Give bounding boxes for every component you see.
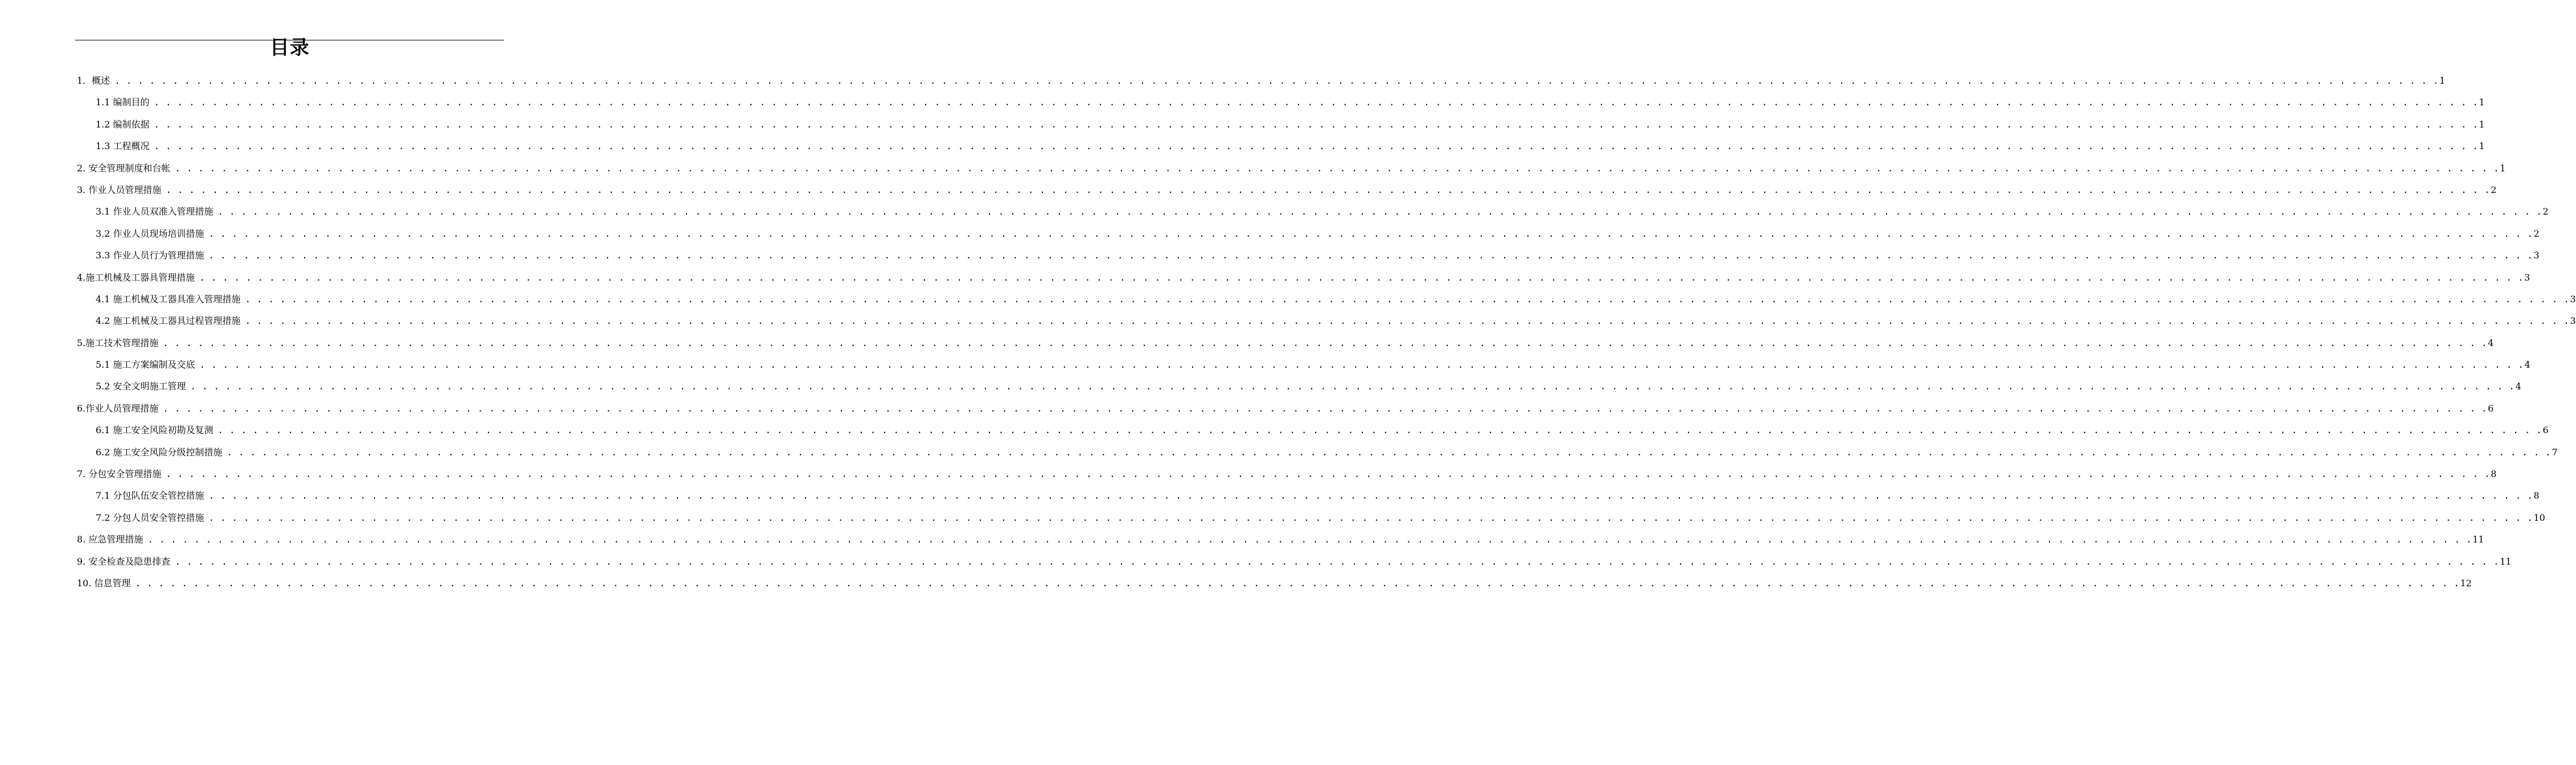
toc-entry[interactable]	[77, 551, 2512, 573]
toc-entry[interactable]	[77, 135, 2485, 157]
toc-entry[interactable]	[77, 419, 2549, 441]
toc-dot-leader: . . . . . . . . . . . . . . . . . . . . . . . . . . . . . . . . . . . . . . . . . . . . . . . . . . . . . . . . . . . . . . . . . . . . . . . . . . . . . . . . . . . . . . . . . . . . . . . . . . . . . . . . . . . . . . . . . . . . . . . . . . . . . . . . . . . . . . . . . . . . . . . . . . . . . . . . . . . . . . . . . . . . . . . . . . . . . . . . . . . . . . . . . . . . . . . . . . . . . . . .	[208, 512, 2533, 523]
toc-dot-leader: . . . . . . . . . . . . . . . . . . . . . . . . . . . . . . . . . . . . . . . . . . . . . . . . . . . . . . . . . . . . . . . . . . . . . . . . . . . . . . . . . . . . . . . . . . . . . . . . . . . . . . . . . . . . . . . . . . . . . . . . . . . . . . . . . . . . . . . . . . . . . . . . . . . . . . . . . . . . . . . . . . . . . . . . . . . . . . . . . . . . . . . . . . . . . . . . . . . . . . . .	[175, 556, 2500, 567]
toc-entry[interactable]	[77, 485, 2540, 507]
toc-dot-leader: . . . . . . . . . . . . . . . . . . . . . . . . . . . . . . . . . . . . . . . . . . . . . . . . . . . . . . . . . . . . . . . . . . . . . . . . . . . . . . . . . . . . . . . . . . . . . . . . . . . . . . . . . . . . . . . . . . . . . . . . . . . . . . . . . . . . . . . . . . . . . . . . . . . . . . . . . . . . . . . . . . . . . . . . . . . . . . . . . . . . . . . . . . . . . . . . . . . . . . . .	[166, 184, 2491, 195]
toc-entry[interactable]	[77, 114, 2485, 135]
toc-page-number: 11	[2500, 556, 2512, 567]
toc-page-number: 6	[2542, 425, 2549, 436]
toc-dot-leader: . . . . . . . . . . . . . . . . . . . . . . . . . . . . . . . . . . . . . . . . . . . . . . . . . . . . . . . . . . . . . . . . . . . . . . . . . . . . . . . . . . . . . . . . . . . . . . . . . . . . . . . . . . . . . . . . . . . . . . . . . . . . . . . . . . . . . . . . . . . . . . . . . . . . . . . . . . . . . . . . . . . . . . . . . . . . . . . . . . . . . . . . . . . . . . . . . . . . . . . .	[154, 97, 2479, 108]
toc-entry-label: 7.1 分包队伍安全管控措施	[96, 490, 204, 501]
toc-entry-label: 1.2 编制依据	[96, 118, 150, 130]
toc-dot-leader: . . . . . . . . . . . . . . . . . . . . . . . . . . . . . . . . . . . . . . . . . . . . . . . . . . . . . . . . . . . . . . . . . . . . . . . . . . . . . . . . . . . . . . . . . . . . . . . . . . . . . . . . . . . . . . . . . . . . . . . . . . . . . . . . . . . . . . . . . . . . . . . . . . . . . . . . . . . . . . . . . . . . . . . . . . . . . . . . . . . . . . . . . . . . . . . . . . . . . . . .	[217, 206, 2542, 217]
page-title: 目录	[270, 36, 310, 59]
toc-entry[interactable]	[77, 310, 2576, 332]
toc-page-number: 6	[2488, 402, 2494, 414]
toc-entry[interactable]	[77, 289, 2576, 310]
toc-page-number: 3	[2570, 293, 2576, 305]
toc-entry[interactable]	[77, 70, 2446, 92]
toc-entry-label: 3.2 作业人员现场培训措施	[96, 228, 204, 239]
toc-page-number: 1	[2479, 141, 2485, 152]
toc-dot-leader: . . . . . . . . . . . . . . . . . . . . . . . . . . . . . . . . . . . . . . . . . . . . . . . . . . . . . . . . . . . . . . . . . . . . . . . . . . . . . . . . . . . . . . . . . . . . . . . . . . . . . . . . . . . . . . . . . . . . . . . . . . . . . . . . . . . . . . . . . . . . . . . . . . . . . . . . . . . . . . . . . . . . . . . . . . . . . . . . . . . . . . . . . . . . . . . . . . . . . . . .	[114, 75, 2439, 86]
toc-dot-leader: . . . . . . . . . . . . . . . . . . . . . . . . . . . . . . . . . . . . . . . . . . . . . . . . . . . . . . . . . . . . . . . . . . . . . . . . . . . . . . . . . . . . . . . . . . . . . . . . . . . . . . . . . . . . . . . . . . . . . . . . . . . . . . . . . . . . . . . . . . . . . . . . . . . . . . . . . . . . . . . . . . . . . . . . . . . . . . . . . . . . . . . . . . . . . . . . . . . . . . . .	[208, 490, 2533, 501]
toc-page-number: 2	[2542, 206, 2549, 217]
toc-page-number: 1	[2439, 75, 2446, 86]
toc-entry-label: 4.施工机械及工器具管理措施	[77, 272, 195, 283]
toc-entry[interactable]	[77, 463, 2497, 485]
toc-dot-leader: . . . . . . . . . . . . . . . . . . . . . . . . . . . . . . . . . . . . . . . . . . . . . . . . . . . . . . . . . . . . . . . . . . . . . . . . . . . . . . . . . . . . . . . . . . . . . . . . . . . . . . . . . . . . . . . . . . . . . . . . . . . . . . . . . . . . . . . . . . . . . . . . . . . . . . . . . . . . . . . . . . . . . . . . . . . . . . . . . . . . . . . . . . . . . . . . . . . . . . . .	[208, 228, 2533, 239]
toc-entry[interactable]	[77, 398, 2494, 419]
toc-dot-leader: . . . . . . . . . . . . . . . . . . . . . . . . . . . . . . . . . . . . . . . . . . . . . . . . . . . . . . . . . . . . . . . . . . . . . . . . . . . . . . . . . . . . . . . . . . . . . . . . . . . . . . . . . . . . . . . . . . . . . . . . . . . . . . . . . . . . . . . . . . . . . . . . . . . . . . . . . . . . . . . . . . . . . . . . . . . . . . . . . . . . . . . . . . . . . . . . . . . . . . . .	[227, 446, 2552, 458]
toc-entry[interactable]	[77, 245, 2540, 266]
toc-page-number: 11	[2472, 534, 2484, 545]
toc-entry-label: 4.2 施工机械及工器具过程管理措施	[96, 315, 241, 327]
toc-entry-label: 5.施工技术管理措施	[77, 337, 159, 348]
toc-entry[interactable]	[77, 92, 2485, 113]
toc-dot-leader: . . . . . . . . . . . . . . . . . . . . . . . . . . . . . . . . . . . . . . . . . . . . . . . . . . . . . . . . . . . . . . . . . . . . . . . . . . . . . . . . . . . . . . . . . . . . . . . . . . . . . . . . . . . . . . . . . . . . . . . . . . . . . . . . . . . . . . . . . . . . . . . . . . . . . . . . . . . . . . . . . . . . . . . . . . . . . . . . . . . . . . . . . . . . . . . . . . . . . . . .	[154, 141, 2479, 152]
toc-dot-leader: . . . . . . . . . . . . . . . . . . . . . . . . . . . . . . . . . . . . . . . . . . . . . . . . . . . . . . . . . . . . . . . . . . . . . . . . . . . . . . . . . . . . . . . . . . . . . . . . . . . . . . . . . . . . . . . . . . . . . . . . . . . . . . . . . . . . . . . . . . . . . . . . . . . . . . . . . . . . . . . . . . . . . . . . . . . . . . . . . . . . . . . . . . . . . . . . . . . . . . . .	[217, 425, 2542, 436]
toc-entry[interactable]	[77, 332, 2494, 354]
toc-entry-label: 5.2 安全文明施工管理	[96, 381, 186, 392]
toc-entry[interactable]	[77, 179, 2497, 201]
toc-page-number: 2	[2491, 184, 2497, 195]
toc-entry-label: 6.2 施工安全风险分级控制措施	[96, 446, 223, 458]
toc-page-number: 1	[2479, 97, 2485, 108]
toc-entry-label: 10. 信息管理	[77, 577, 131, 589]
toc-entry-label: 3.1 作业人员双准入管理措施	[96, 206, 213, 217]
toc-entry[interactable]	[77, 267, 2530, 289]
toc-entry[interactable]	[77, 354, 2530, 376]
toc-dot-leader: . . . . . . . . . . . . . . . . . . . . . . . . . . . . . . . . . . . . . . . . . . . . . . . . . . . . . . . . . . . . . . . . . . . . . . . . . . . . . . . . . . . . . . . . . . . . . . . . . . . . . . . . . . . . . . . . . . . . . . . . . . . . . . . . . . . . . . . . . . . . . . . . . . . . . . . . . . . . . . . . . . . . . . . . . . . . . . . . . . . . . . . . . . . . . . . . . . . . . . . .	[135, 577, 2460, 589]
toc-entry[interactable]	[77, 442, 2558, 463]
toc-entry[interactable]	[77, 223, 2540, 245]
toc-entry-label: 6.作业人员管理措施	[77, 402, 159, 414]
toc-entry-label: 7.2 分包人员安全管控措施	[96, 512, 204, 523]
toc-page-number: 7	[2552, 446, 2558, 458]
toc-page-number: 4	[2488, 337, 2494, 348]
toc-entry[interactable]	[77, 158, 2506, 179]
toc-dot-leader: . . . . . . . . . . . . . . . . . . . . . . . . . . . . . . . . . . . . . . . . . . . . . . . . . . . . . . . . . . . . . . . . . . . . . . . . . . . . . . . . . . . . . . . . . . . . . . . . . . . . . . . . . . . . . . . . . . . . . . . . . . . . . . . . . . . . . . . . . . . . . . . . . . . . . . . . . . . . . . . . . . . . . . . . . . . . . . . . . . . . . . . . . . . . . . . . . . . . . . . .	[208, 250, 2533, 261]
toc-page-number: 4	[2524, 359, 2530, 371]
toc-dot-leader: . . . . . . . . . . . . . . . . . . . . . . . . . . . . . . . . . . . . . . . . . . . . . . . . . . . . . . . . . . . . . . . . . . . . . . . . . . . . . . . . . . . . . . . . . . . . . . . . . . . . . . . . . . . . . . . . . . . . . . . . . . . . . . . . . . . . . . . . . . . . . . . . . . . . . . . . . . . . . . . . . . . . . . . . . . . . . . . . . . . . . . . . . . . . . . . . . . . . . . . .	[190, 381, 2515, 392]
toc-page-number: 12	[2460, 577, 2472, 589]
toc-entry-label: 9. 安全检查及隐患排查	[77, 556, 171, 567]
toc-entry-label: 1.3 工程概况	[96, 141, 150, 152]
toc-entry-label: 4.1 施工机械及工器具准入管理措施	[96, 293, 241, 305]
toc-entry[interactable]	[77, 376, 2521, 397]
toc-entry[interactable]	[77, 201, 2549, 223]
table-of-contents	[77, 70, 2576, 594]
toc-entry-label: 3. 作业人员管理措施	[77, 184, 162, 195]
toc-dot-leader: . . . . . . . . . . . . . . . . . . . . . . . . . . . . . . . . . . . . . . . . . . . . . . . . . . . . . . . . . . . . . . . . . . . . . . . . . . . . . . . . . . . . . . . . . . . . . . . . . . . . . . . . . . . . . . . . . . . . . . . . . . . . . . . . . . . . . . . . . . . . . . . . . . . . . . . . . . . . . . . . . . . . . . . . . . . . . . . . . . . . . . . . . . . . . . . . . . . . . . . .	[175, 162, 2500, 174]
toc-page-number: 2	[2533, 228, 2540, 239]
toc-dot-leader: . . . . . . . . . . . . . . . . . . . . . . . . . . . . . . . . . . . . . . . . . . . . . . . . . . . . . . . . . . . . . . . . . . . . . . . . . . . . . . . . . . . . . . . . . . . . . . . . . . . . . . . . . . . . . . . . . . . . . . . . . . . . . . . . . . . . . . . . . . . . . . . . . . . . . . . . . . . . . . . . . . . . . . . . . . . . . . . . . . . . . . . . . . . . . . . . . . . . . . . .	[199, 359, 2524, 371]
toc-entry-label: 7. 分包安全管理措施	[77, 468, 162, 480]
toc-page-number: 10	[2533, 512, 2545, 523]
toc-entry[interactable]	[77, 507, 2545, 529]
toc-entry-label: 3.3 作业人员行为管理措施	[96, 250, 204, 261]
toc-entry-label: 1.1 编制目的	[96, 97, 150, 108]
toc-entry-label: 5.1 施工方案编制及交底	[96, 359, 195, 371]
toc-entry-label: 6.1 施工安全风险初勘及复测	[96, 425, 213, 436]
toc-page-number: 3	[2524, 272, 2530, 283]
toc-dot-leader: . . . . . . . . . . . . . . . . . . . . . . . . . . . . . . . . . . . . . . . . . . . . . . . . . . . . . . . . . . . . . . . . . . . . . . . . . . . . . . . . . . . . . . . . . . . . . . . . . . . . . . . . . . . . . . . . . . . . . . . . . . . . . . . . . . . . . . . . . . . . . . . . . . . . . . . . . . . . . . . . . . . . . . . . . . . . . . . . . . . . . . . . . . . . . . . . . . . . . . . .	[166, 468, 2491, 480]
toc-dot-leader: . . . . . . . . . . . . . . . . . . . . . . . . . . . . . . . . . . . . . . . . . . . . . . . . . . . . . . . . . . . . . . . . . . . . . . . . . . . . . . . . . . . . . . . . . . . . . . . . . . . . . . . . . . . . . . . . . . . . . . . . . . . . . . . . . . . . . . . . . . . . . . . . . . . . . . . . . . . . . . . . . . . . . . . . . . . . . . . . . . . . . . . . . . . . . . . . . . . . . . . .	[245, 315, 2570, 327]
toc-dot-leader: . . . . . . . . . . . . . . . . . . . . . . . . . . . . . . . . . . . . . . . . . . . . . . . . . . . . . . . . . . . . . . . . . . . . . . . . . . . . . . . . . . . . . . . . . . . . . . . . . . . . . . . . . . . . . . . . . . . . . . . . . . . . . . . . . . . . . . . . . . . . . . . . . . . . . . . . . . . . . . . . . . . . . . . . . . . . . . . . . . . . . . . . . . . . . . . . . . . . . . . .	[245, 293, 2570, 305]
toc-entry-label: 8. 应急管理措施	[77, 534, 143, 545]
toc-dot-leader: . . . . . . . . . . . . . . . . . . . . . . . . . . . . . . . . . . . . . . . . . . . . . . . . . . . . . . . . . . . . . . . . . . . . . . . . . . . . . . . . . . . . . . . . . . . . . . . . . . . . . . . . . . . . . . . . . . . . . . . . . . . . . . . . . . . . . . . . . . . . . . . . . . . . . . . . . . . . . . . . . . . . . . . . . . . . . . . . . . . . . . . . . . . . . . . . . . . . . . . .	[199, 272, 2524, 283]
toc-page-number: 8	[2533, 490, 2540, 501]
toc-dot-leader: . . . . . . . . . . . . . . . . . . . . . . . . . . . . . . . . . . . . . . . . . . . . . . . . . . . . . . . . . . . . . . . . . . . . . . . . . . . . . . . . . . . . . . . . . . . . . . . . . . . . . . . . . . . . . . . . . . . . . . . . . . . . . . . . . . . . . . . . . . . . . . . . . . . . . . . . . . . . . . . . . . . . . . . . . . . . . . . . . . . . . . . . . . . . . . . . . . . . . . . .	[163, 402, 2488, 414]
toc-page-number: 3	[2570, 315, 2576, 327]
toc-page-number: 3	[2533, 250, 2540, 261]
toc-dot-leader: . . . . . . . . . . . . . . . . . . . . . . . . . . . . . . . . . . . . . . . . . . . . . . . . . . . . . . . . . . . . . . . . . . . . . . . . . . . . . . . . . . . . . . . . . . . . . . . . . . . . . . . . . . . . . . . . . . . . . . . . . . . . . . . . . . . . . . . . . . . . . . . . . . . . . . . . . . . . . . . . . . . . . . . . . . . . . . . . . . . . . . . . . . . . . . . . . . . . . . . .	[147, 534, 2472, 545]
toc-dot-leader: . . . . . . . . . . . . . . . . . . . . . . . . . . . . . . . . . . . . . . . . . . . . . . . . . . . . . . . . . . . . . . . . . . . . . . . . . . . . . . . . . . . . . . . . . . . . . . . . . . . . . . . . . . . . . . . . . . . . . . . . . . . . . . . . . . . . . . . . . . . . . . . . . . . . . . . . . . . . . . . . . . . . . . . . . . . . . . . . . . . . . . . . . . . . . . . . . . . . . . . .	[163, 337, 2488, 348]
toc-page-number: 1	[2500, 162, 2506, 174]
toc-page-number: 4	[2515, 381, 2521, 392]
toc-dot-leader: . . . . . . . . . . . . . . . . . . . . . . . . . . . . . . . . . . . . . . . . . . . . . . . . . . . . . . . . . . . . . . . . . . . . . . . . . . . . . . . . . . . . . . . . . . . . . . . . . . . . . . . . . . . . . . . . . . . . . . . . . . . . . . . . . . . . . . . . . . . . . . . . . . . . . . . . . . . . . . . . . . . . . . . . . . . . . . . . . . . . . . . . . . . . . . . . . . . . . . . .	[154, 118, 2479, 130]
toc-page-number: 1	[2479, 118, 2485, 130]
toc-entry-label: 2. 安全管理制度和台帐	[77, 162, 171, 174]
toc-entry[interactable]	[77, 573, 2472, 594]
toc-entry[interactable]	[77, 529, 2484, 550]
toc-entry-label: 1．概述	[77, 75, 110, 86]
toc-page-number: 8	[2491, 468, 2497, 480]
